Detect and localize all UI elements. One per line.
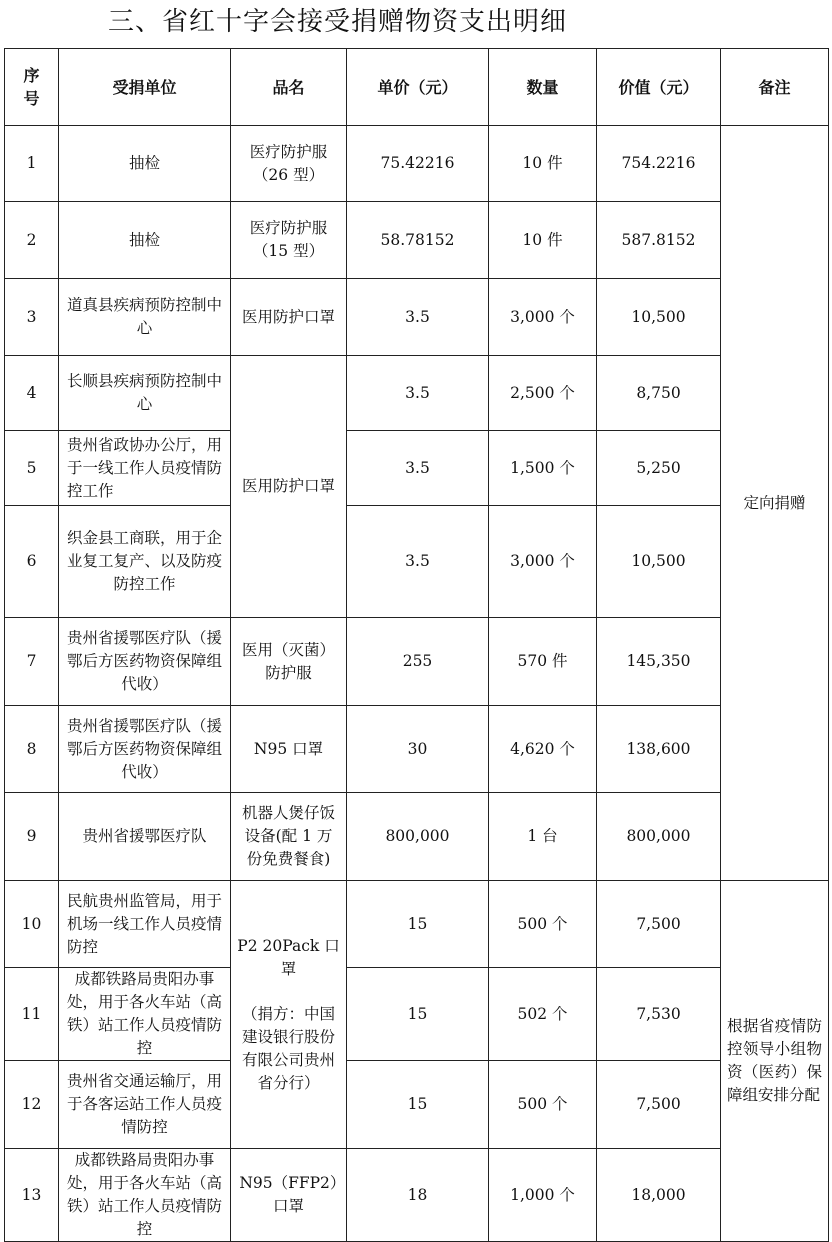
cell-value: 10,500 xyxy=(597,279,721,356)
cell-unit: 成都铁路局贵阳办事处，用于各火车站（高铁）站工作人员疫情防控 xyxy=(59,1149,231,1242)
cell-unit: 成都铁路局贵阳办事处，用于各火车站（高铁）站工作人员疫情防控 xyxy=(59,968,231,1061)
cell-qty: 3,000 个 xyxy=(489,279,597,356)
cell-value: 587.8152 xyxy=(597,202,721,279)
cell-unit: 贵州省援鄂医疗队（援鄂后方医药物资保障组代收） xyxy=(59,618,231,706)
cell-price: 30 xyxy=(347,706,489,793)
cell-price: 3.5 xyxy=(347,431,489,506)
cell-price: 15 xyxy=(347,1061,489,1149)
cell-seq: 3 xyxy=(5,279,59,356)
cell-price: 15 xyxy=(347,968,489,1061)
cell-seq: 12 xyxy=(5,1061,59,1149)
header-note: 备注 xyxy=(721,49,829,126)
cell-price: 15 xyxy=(347,881,489,968)
cell-value: 8,750 xyxy=(597,356,721,431)
cell-value: 18,000 xyxy=(597,1149,721,1242)
cell-qty: 500 个 xyxy=(489,1061,597,1149)
header-value: 价值（元） xyxy=(597,49,721,126)
cell-product: 医用防护口罩 xyxy=(231,279,347,356)
cell-price: 800,000 xyxy=(347,793,489,881)
cell-unit: 长顺县疾病预防控制中心 xyxy=(59,356,231,431)
cell-unit: 抽检 xyxy=(59,202,231,279)
table-row xyxy=(5,1149,829,1242)
table-row xyxy=(5,968,829,1061)
cell-seq: 6 xyxy=(5,506,59,618)
header-price: 单价（元） xyxy=(347,49,489,126)
cell-value: 754.2216 xyxy=(597,126,721,202)
cell-qty: 3,000 个 xyxy=(489,506,597,618)
table-row xyxy=(5,202,829,279)
cell-unit: 道真县疾病预防控制中心 xyxy=(59,279,231,356)
cell-product: N95 口罩 xyxy=(231,706,347,793)
cell-unit: 贵州省援鄂医疗队（援鄂后方医药物资保障组代收） xyxy=(59,706,231,793)
cell-unit: 织金县工商联，用于企业复工复产、以及防疫防控工作 xyxy=(59,506,231,618)
cell-price: 3.5 xyxy=(347,506,489,618)
p2-donor-note: （捐方：中国建设银行股份有限公司贵州省分行） xyxy=(241,1004,335,1092)
cell-value: 5,250 xyxy=(597,431,721,506)
cell-value: 7,500 xyxy=(597,881,721,968)
cell-value: 10,500 xyxy=(597,506,721,618)
table-row xyxy=(5,706,829,793)
cell-qty: 2,500 个 xyxy=(489,356,597,431)
cell-seq: 9 xyxy=(5,793,59,881)
cell-unit: 抽检 xyxy=(59,126,231,202)
cell-value: 145,350 xyxy=(597,618,721,706)
table-row xyxy=(5,881,829,968)
cell-price: 3.5 xyxy=(347,279,489,356)
table-row xyxy=(5,618,829,706)
cell-qty: 500 个 xyxy=(489,881,597,968)
cell-product: 机器人煲仔饭设备(配 1 万份免费餐食) xyxy=(231,793,347,881)
cell-product: 医用（灭菌）防护服 xyxy=(231,618,347,706)
page-title: 三、省红十字会接受捐赠物资支出明细 xyxy=(108,7,568,37)
cell-seq: 1 xyxy=(5,126,59,202)
cell-seq: 5 xyxy=(5,431,59,506)
table-row xyxy=(5,126,829,202)
cell-seq: 10 xyxy=(5,881,59,968)
cell-qty: 10 件 xyxy=(489,202,597,279)
cell-qty: 10 件 xyxy=(489,126,597,202)
cell-seq: 11 xyxy=(5,968,59,1061)
cell-unit: 贵州省交通运输厅，用于各客运站工作人员疫情防控 xyxy=(59,1061,231,1149)
cell-value: 138,600 xyxy=(597,706,721,793)
header-seq: 序号 xyxy=(5,49,59,126)
cell-qty: 570 件 xyxy=(489,618,597,706)
cell-price: 255 xyxy=(347,618,489,706)
cell-qty: 1,000 个 xyxy=(489,1149,597,1242)
cell-seq: 7 xyxy=(5,618,59,706)
table-row xyxy=(5,431,829,506)
p2-product-name: P2 20Pack 口罩 xyxy=(237,936,340,978)
cell-note-directed: 定向捐赠 xyxy=(721,126,829,881)
cell-unit: 民航贵州监管局，用于机场一线工作人员疫情防控 xyxy=(59,881,231,968)
cell-product-merged-mask: 医用防护口罩 xyxy=(231,356,347,618)
table-row xyxy=(5,1061,829,1149)
cell-product: 医疗防护服（15 型） xyxy=(231,202,347,279)
cell-price: 18 xyxy=(347,1149,489,1242)
table-row xyxy=(5,506,829,618)
cell-unit: 贵州省援鄂医疗队 xyxy=(59,793,231,881)
cell-qty: 4,620 个 xyxy=(489,706,597,793)
cell-product-merged-p2 xyxy=(231,881,347,1149)
table-row xyxy=(5,793,829,881)
cell-product: 医疗防护服（26 型） xyxy=(231,126,347,202)
cell-qty: 1 台 xyxy=(489,793,597,881)
cell-seq: 2 xyxy=(5,202,59,279)
cell-unit: 贵州省政协办公厅，用于一线工作人员疫情防控工作 xyxy=(59,431,231,506)
cell-product: N95（FFP2）口罩 xyxy=(231,1149,347,1242)
cell-price: 3.5 xyxy=(347,356,489,431)
cell-price: 75.42216 xyxy=(347,126,489,202)
cell-seq: 13 xyxy=(5,1149,59,1242)
cell-note-allocation: 根据省疫情防控领导小组物资（医药）保障组安排分配 xyxy=(721,881,829,1242)
donation-expense-table xyxy=(4,48,829,1242)
cell-qty: 502 个 xyxy=(489,968,597,1061)
cell-seq: 8 xyxy=(5,706,59,793)
table-header-row xyxy=(5,49,829,126)
header-product: 品名 xyxy=(231,49,347,126)
cell-qty: 1,500 个 xyxy=(489,431,597,506)
header-unit: 受捐单位 xyxy=(59,49,231,126)
cell-seq: 4 xyxy=(5,356,59,431)
table-row xyxy=(5,356,829,431)
cell-value: 7,530 xyxy=(597,968,721,1061)
cell-price: 58.78152 xyxy=(347,202,489,279)
header-qty: 数量 xyxy=(489,49,597,126)
cell-value: 7,500 xyxy=(597,1061,721,1149)
cell-value: 800,000 xyxy=(597,793,721,881)
table-row xyxy=(5,279,829,356)
